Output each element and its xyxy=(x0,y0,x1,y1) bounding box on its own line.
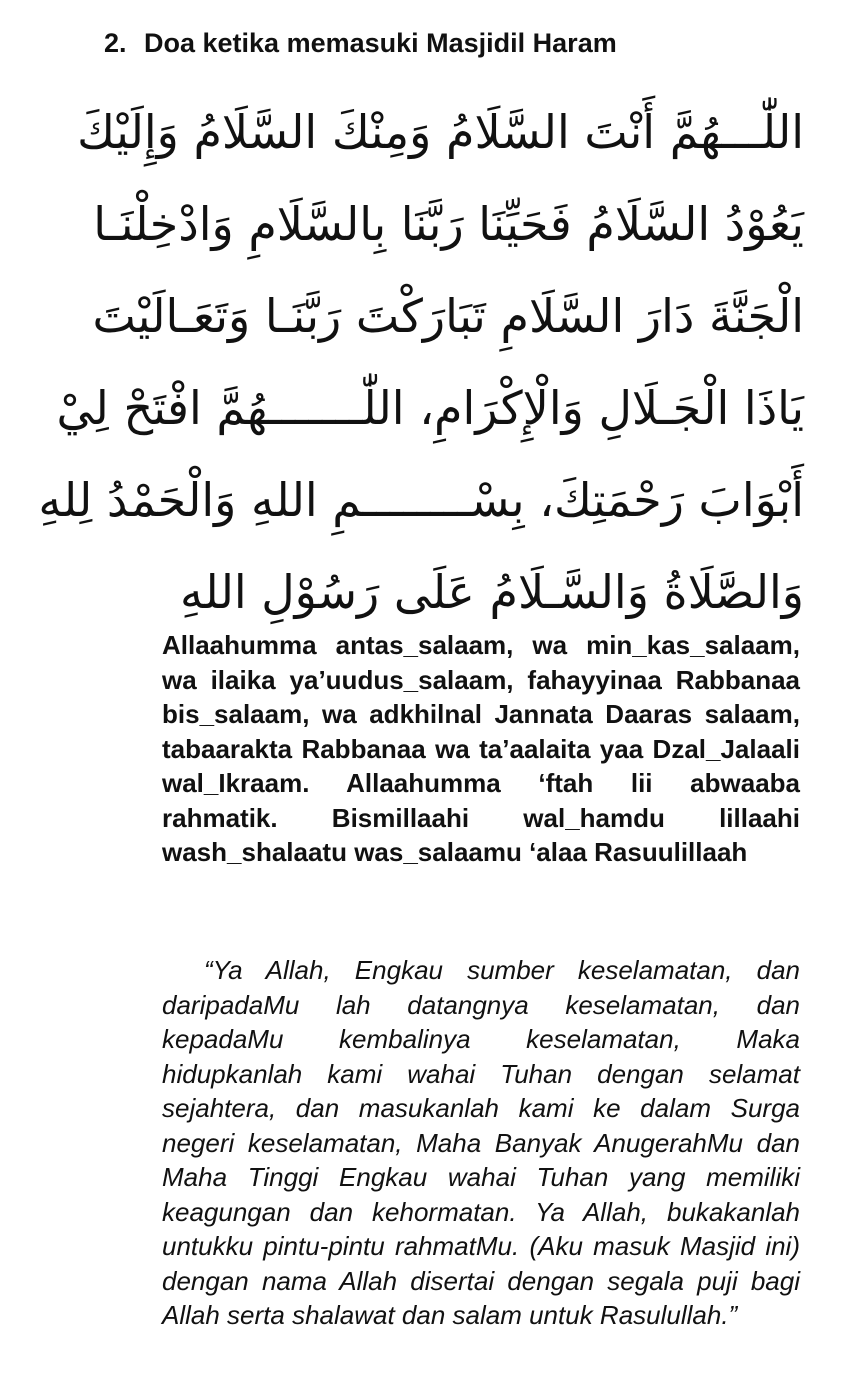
arabic-line-1: اللّٰـــهُمَّ أَنْتَ السَّلَامُ وَمِنْكَ السَّلَامُ وَإِلَيْكَ xyxy=(77,105,804,159)
transliteration-paragraph: Allaahumma antas_salaam, wa min_kas_salaam, wa ilaika ya’uudus_salaam, fahayyinaa Rabbanaa bis_salaam, wa adkhilnal Jannata Daaras salaam, tabaarakta Rabbanaa wa ta’aalaita yaa Dzal_Jalaali wal_Ikraam. Allaahumma ‘ftah lii abwaaba rahmatik. Bismillaahi wal_hamdu lillaahi wash_shalaatu was_salaamu ‘alaa Rasuulillaah xyxy=(162,630,800,867)
arabic-line-6: وَالصَّلَاةُ وَالسَّـلَامُ عَلَى رَسُوْلِ اللهِ xyxy=(179,565,804,619)
arabic-line-3: الْجَنَّةَ دَارَ السَّلَامِ تَبَارَكْتَ رَبَّنَـا وَتَعَـالَيْتَ xyxy=(92,289,804,343)
section-heading xyxy=(104,26,617,60)
section-title: Doa ketika memasuki Masjidil Haram xyxy=(144,28,617,58)
translation-paragraph: “Ya Allah, Engkau sumber keselamatan, dan daripadaMu lah datangnya keselamatan, dan kepadaMu kembalinya keselamatan, Maka hidupkanlah kami wahai Tuhan dengan selamat sejahtera, dan masukanlah kami ke dalam Surga negeri keselamatan, Maha Banyak AnugerahMu dan Maha Tinggi Engkau wahai Tuhan yang memiliki keagungan dan kehormatan. Ya Allah, bukakanlah untukku pintu-pintu rahmatMu. (Aku masuk Masjid ini) dengan nama Allah disertai dengan segala puji bagi Allah serta shalawat dan salam untuk Rasulullah.” xyxy=(162,955,800,1330)
arabic-line-5: أَبْوَابَ رَحْمَتِكَ، بِسْــــــــمِ اللهِ وَالْحَمْدُ لِلهِ xyxy=(38,473,804,527)
arabic-line-2: يَعُوْدُ السَّلَامُ فَحَيِّنَا رَبَّنَا بِالسَّلَامِ وَادْخِلْنَـا xyxy=(93,197,804,251)
arabic-line-4: يَاذَا الْجَـلَالِ وَالْإِكْرَامِ، اللّٰـــــــهُمَّ افْتَحْ لِيْ xyxy=(56,381,804,435)
arabic-prayer-text xyxy=(38,86,804,638)
section-number: 2. xyxy=(104,28,127,58)
